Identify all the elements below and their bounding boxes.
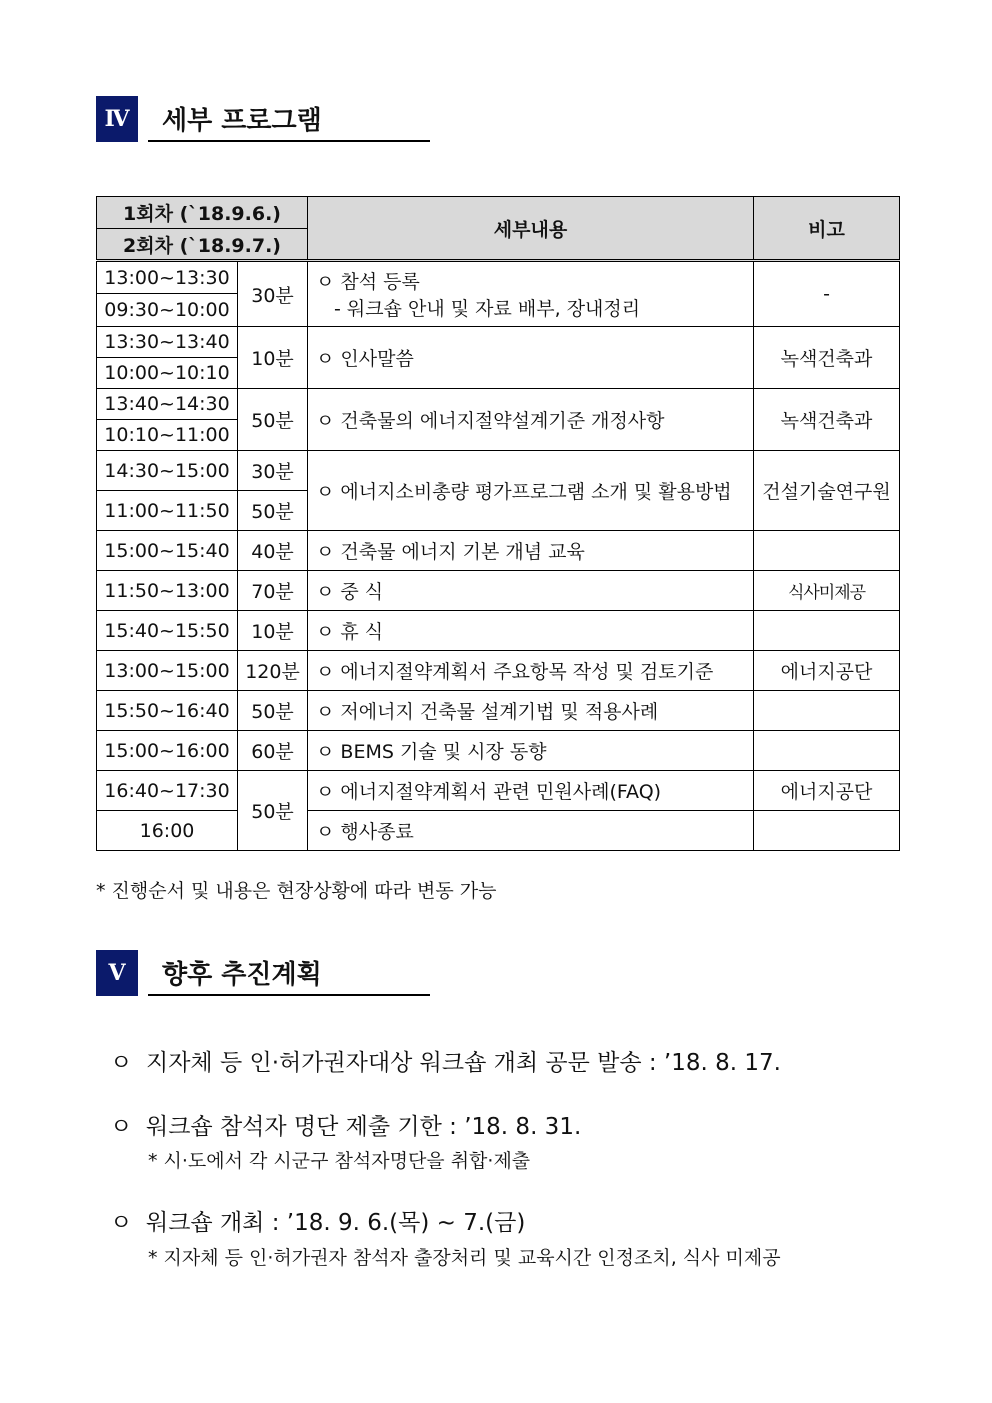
note-cell: - (754, 261, 900, 327)
bullet-mark: ㅇ (110, 1210, 133, 1236)
note-cell: 에너지공단 (754, 651, 900, 691)
table-row (97, 811, 900, 851)
header-session1: 1회차 (`18.9.6.) (97, 197, 308, 229)
section-title: 세부 프로그램 (148, 96, 430, 142)
duration-cell: 70분 (238, 571, 308, 611)
table-row (97, 771, 900, 811)
time-cell: 13:00~13:30 (97, 261, 238, 294)
plan-text: 지자체 등 인·허가권자대상 워크숍 개최 공문 발송 : ’18. 8. 17. (146, 1050, 781, 1076)
time-cell: 15:40~15:50 (97, 611, 238, 651)
note-cell: 녹색건축과 (754, 389, 900, 451)
time-cell: 16:00 (97, 811, 238, 851)
time-cell: 11:00~11:50 (97, 491, 238, 531)
table-footnote: * 진행순서 및 내용은 현장상황에 따라 변동 가능 (96, 880, 497, 902)
note-cell: 식사미제공 (754, 571, 900, 611)
duration-cell: 30분 (238, 261, 308, 327)
content-cell: ㅇ 에너지소비총량 평가프로그램 소개 및 활용방법 (308, 451, 754, 531)
note-cell (754, 811, 900, 851)
table-row (97, 731, 900, 771)
duration-cell: 40분 (238, 531, 308, 571)
section-number: Ⅴ (96, 950, 138, 996)
program-table (96, 196, 900, 851)
content-cell: ㅇ 인사말씀 (308, 327, 754, 389)
duration-cell: 60분 (238, 731, 308, 771)
header-content: 세부내용 (308, 197, 754, 261)
content-cell: ㅇ 중 식 (308, 571, 754, 611)
table-row (97, 327, 900, 358)
content-cell (308, 261, 754, 327)
duration-cell: 50분 (238, 491, 308, 531)
table-row (97, 691, 900, 731)
time-cell: 13:30~13:40 (97, 327, 238, 358)
content-cell: ㅇ 행사종료 (308, 811, 754, 851)
time-cell: 14:30~15:00 (97, 451, 238, 491)
bullet-mark: ㅇ (110, 1114, 133, 1140)
note-cell (754, 531, 900, 571)
table-row (97, 451, 900, 491)
content-cell: ㅇ 건축물의 에너지절약설계기준 개정사항 (308, 389, 754, 451)
table-header-row (97, 197, 900, 229)
note-cell (754, 731, 900, 771)
content-cell: ㅇ 에너지절약계획서 관련 민원사례(FAQ) (308, 771, 754, 811)
duration-cell: 10분 (238, 327, 308, 389)
duration-cell: 50분 (238, 771, 308, 851)
plan-item (110, 1204, 525, 1237)
time-cell: 13:00~15:00 (97, 651, 238, 691)
note-cell: 녹색건축과 (754, 327, 900, 389)
table-row (97, 389, 900, 420)
time-cell: 09:30~10:00 (97, 294, 238, 327)
duration-cell: 30분 (238, 451, 308, 491)
section-number: Ⅳ (96, 96, 138, 142)
time-cell: 10:00~10:10 (97, 358, 238, 389)
content-cell: ㅇ 저에너지 건축물 설계기법 및 적용사례 (308, 691, 754, 731)
plan-note: * 시·도에서 각 시군구 참석자명단을 취합·제출 (148, 1150, 531, 1172)
content-subtext: - 워크숍 안내 및 자료 배부, 장내정리 (334, 298, 641, 320)
table-row (97, 611, 900, 651)
time-cell: 15:00~16:00 (97, 731, 238, 771)
duration-cell: 50분 (238, 691, 308, 731)
time-cell: 16:40~17:30 (97, 771, 238, 811)
header-note: 비고 (754, 197, 900, 261)
note-cell: 건설기술연구원 (754, 451, 900, 531)
duration-cell: 10분 (238, 611, 308, 651)
duration-cell: 120분 (238, 651, 308, 691)
plan-item (110, 1108, 581, 1141)
content-cell: ㅇ 에너지절약계획서 주요항목 작성 및 검토기준 (308, 651, 754, 691)
time-cell: 15:50~16:40 (97, 691, 238, 731)
note-cell (754, 691, 900, 731)
table-row (97, 261, 900, 294)
plan-item (110, 1044, 781, 1077)
time-cell: 10:10~11:00 (97, 420, 238, 451)
duration-cell: 50분 (238, 389, 308, 451)
table-row (97, 651, 900, 691)
content-cell: ㅇ 건축물 에너지 기본 개념 교육 (308, 531, 754, 571)
time-cell: 11:50~13:00 (97, 571, 238, 611)
bullet-mark: ㅇ (110, 1050, 133, 1076)
header-session2: 2회차 (`18.9.7.) (97, 229, 308, 261)
table-row (97, 531, 900, 571)
note-cell (754, 611, 900, 651)
plan-note: * 지자체 등 인·허가권자 참석자 출장처리 및 교육시간 인정조치, 식사 미제공 (148, 1247, 781, 1269)
note-cell: 에너지공단 (754, 771, 900, 811)
content-cell: ㅇ 휴 식 (308, 611, 754, 651)
section-title: 향후 추진계획 (148, 950, 430, 996)
plan-text: 워크숍 참석자 명단 제출 기한 : ’18. 8. 31. (146, 1114, 582, 1140)
time-cell: 15:00~15:40 (97, 531, 238, 571)
plan-text: 워크숍 개최 : ’18. 9. 6.(목) ~ 7.(금) (146, 1210, 526, 1236)
table-row (97, 571, 900, 611)
time-cell: 13:40~14:30 (97, 389, 238, 420)
content-text: ㅇ 참석 등록 (316, 271, 420, 293)
content-cell: ㅇ BEMS 기술 및 시장 동향 (308, 731, 754, 771)
